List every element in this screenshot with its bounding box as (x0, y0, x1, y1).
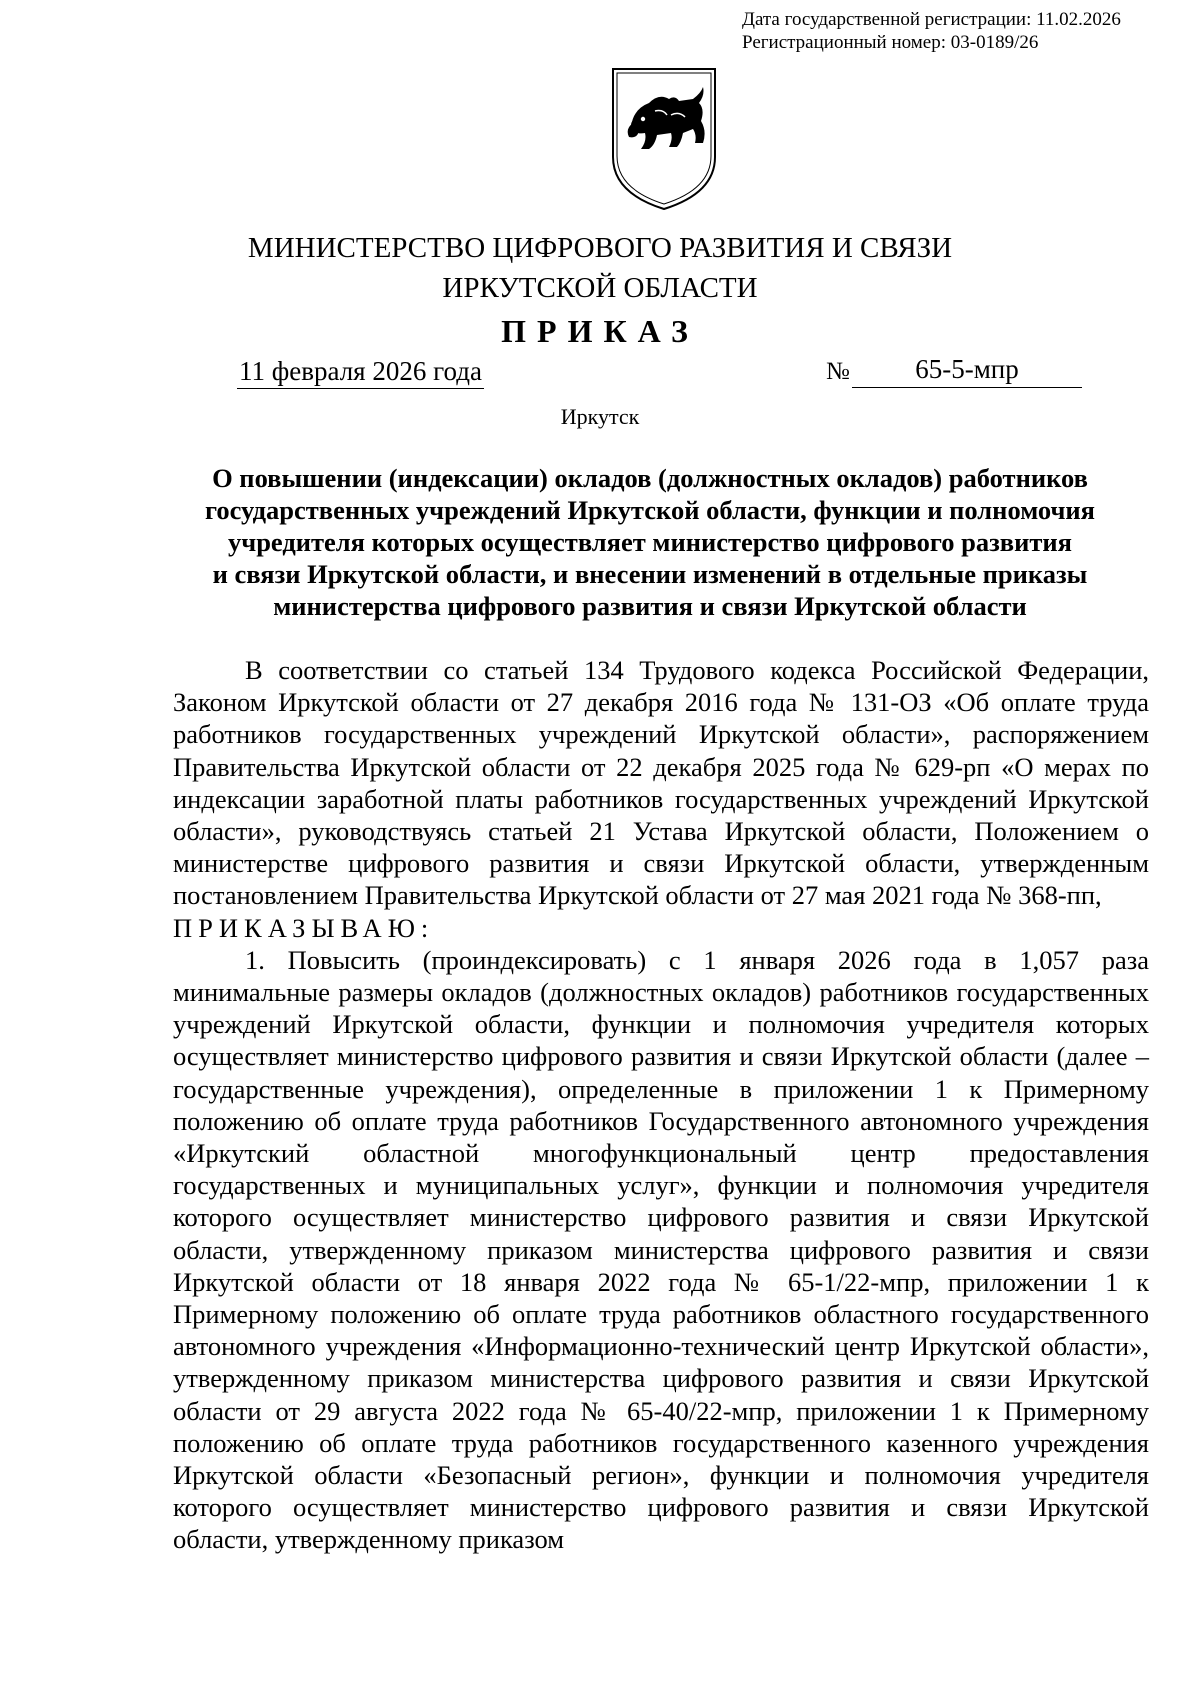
title-line: учредителя которых осуществляет министерство цифрового развития (228, 527, 1072, 557)
title-line: государственных учреждений Иркутской области, функции и полномочия (204, 495, 1096, 525)
order-date: 11 февраля 2026 года (237, 356, 484, 389)
item-1-paragraph: 1. Повысить (проиндексировать) с 1 января 2026 года в 1,057 раза минимальные размеры окладов (должностных окладов) работников государственных учреждений Иркутской области, функции и полномочия учредителя которых осуществляет министерство цифрового развития и связи Иркутской области (далее – государственные учреждения), определенные в приложении 1 к Примерному положению об оплате труда работников Государственного автономного учреждения «Иркутский областной многофункциональный центр предоставления государственных и муниципальных услуг», функции и полномочия учредителя которого осуществляет министерство цифрового развития и связи Иркутской области, утвержденному приказом министерства цифрового развития и связи Иркутской области от 18 января 2022 года № 65-1/22-мпр, приложении 1 к Примерному положению об оплате труда работников областного государственного автономного учреждения «Информационно-технический центр Иркутской области», утвержденному приказом министерства цифрового развития и связи Иркутской области от 29 августа 2022 года № 65-40/22-мпр, приложении 1 к Примерному положению об оплате труда работников государственного казенного учреждения Иркутской области «Безопасный регион», функции и полномочия учредителя которого осуществляет министерство цифрового развития и связи Иркутской области, утвержденному приказом (173, 944, 1149, 1555)
registration-date: Дата государственной регистрации: 11.02.2026 (742, 9, 1121, 30)
document-type: ПРИКАЗ (501, 313, 699, 349)
registration-stamp (742, 8, 1121, 54)
document-body (173, 654, 1149, 1556)
order-word: ПРИКАЗЫВАЮ: (173, 912, 435, 943)
ministry-name-line2: ИРКУТСКОЙ ОБЛАСТИ (442, 272, 758, 304)
city: Иркутск (560, 404, 640, 429)
title-line: и связи Иркутской области, и внесении изменений в отдельные приказы (212, 559, 1088, 589)
registration-number: Регистрационный номер: 03-0189/26 (742, 32, 1039, 53)
ministry-name-line1: МИНИСТЕРСТВО ЦИФРОВОГО РАЗВИТИЯ И СВЯЗИ (247, 232, 953, 264)
irkutsk-coat-of-arms-icon (609, 65, 719, 213)
ministry-name (0, 228, 1200, 308)
number-sign: № (826, 358, 850, 385)
order-number: 65-5-мпр (852, 354, 1082, 388)
document-title (170, 462, 1130, 622)
title-line: министерства цифрового развития и связи Иркутской области (273, 591, 1027, 621)
preamble-paragraph: В соответствии со статьей 134 Трудового кодекса Российской Федерации, Законом Иркутской области от 27 декабря 2016 года № 131-ОЗ «Об оплате труда работников государственных учреждений Иркутской области», распоряжением Правительства Иркутской области от 22 декабря 2025 года № 629-рп «О мерах по индексации заработной платы работников государственных учреждений Иркутской области», руководствуясь статьей 21 Устава Иркутской области, Положением о министерстве цифрового развития и связи Иркутской области, утвержденным постановлением Правительства Иркутской области от 27 мая 2021 года № 368-пп, (173, 655, 1149, 911)
title-line: О повышении (индексации) окладов (должностных окладов) работников (212, 463, 1088, 493)
